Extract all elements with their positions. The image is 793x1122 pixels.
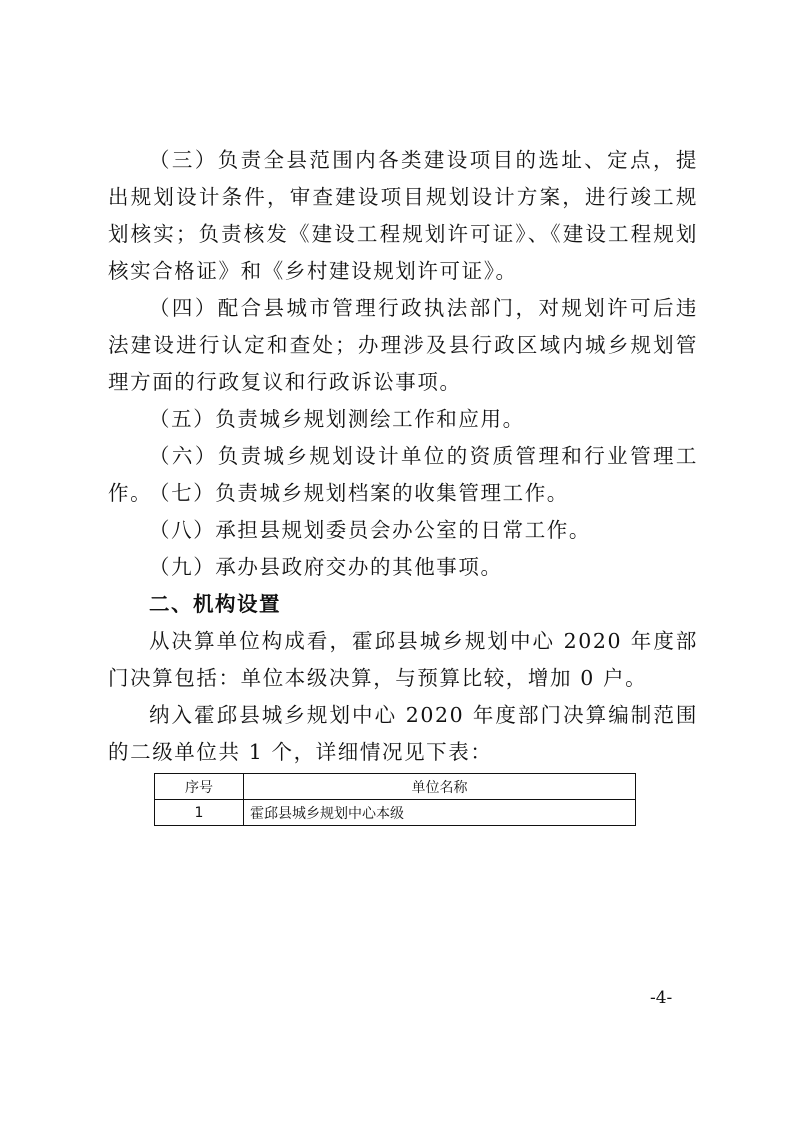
paragraph-duty-5: （五）负责城乡规划测绘工作和应用。	[149, 407, 525, 431]
page-number: -4-	[650, 988, 673, 1008]
paragraph-scope: 纳入霍邱县城乡规划中心 2020 年度部门决算编制范围的二级单位共 1 个，详细情况见下表：	[108, 703, 698, 764]
table-header-row	[155, 774, 636, 800]
section-heading: 二、机构设置	[149, 592, 281, 616]
paragraph-duty-8: （八）承担县规划委员会办公室的日常工作。	[149, 518, 591, 542]
paragraph-duty-3: （三）负责全县范围内各类建设项目的选址、定点，提出规划设计条件，审查建设项目规划设计方案，进行竣工规划核实；负责核发《建设工程规划许可证》、《建设工程规划核实合格证》和《乡村建设规划许可证》。	[108, 148, 698, 283]
paragraph-duty-6: （六）负责城乡规划设计单位的资质管理和行业管理工作。	[108, 444, 698, 505]
paragraph-duty-4: （四）配合县城市管理行政执法部门，对规划许可后违法建设进行认定和查处；办理涉及县行政区域内城乡规划管理方面的行政复议和行政诉讼事项。	[108, 296, 698, 394]
column-header-index: 序号	[155, 774, 244, 800]
column-header-unit-name: 单位名称	[244, 774, 636, 800]
table-cell-unit-name: 霍邱县城乡规划中心本级	[244, 800, 636, 826]
paragraph-composition: 从决算单位构成看，霍邱县城乡规划中心 2020 年度部门决算包括：单位本级决算，与预算比较，增加 0 户。	[108, 629, 698, 690]
paragraph-duty-7: （七）负责城乡规划档案的收集管理工作。	[149, 481, 569, 505]
table-row	[155, 800, 636, 826]
table-cell-index: 1	[155, 800, 244, 826]
paragraph-duty-9: （九）承办县政府交办的其他事项。	[149, 555, 503, 579]
units-table	[154, 773, 636, 826]
